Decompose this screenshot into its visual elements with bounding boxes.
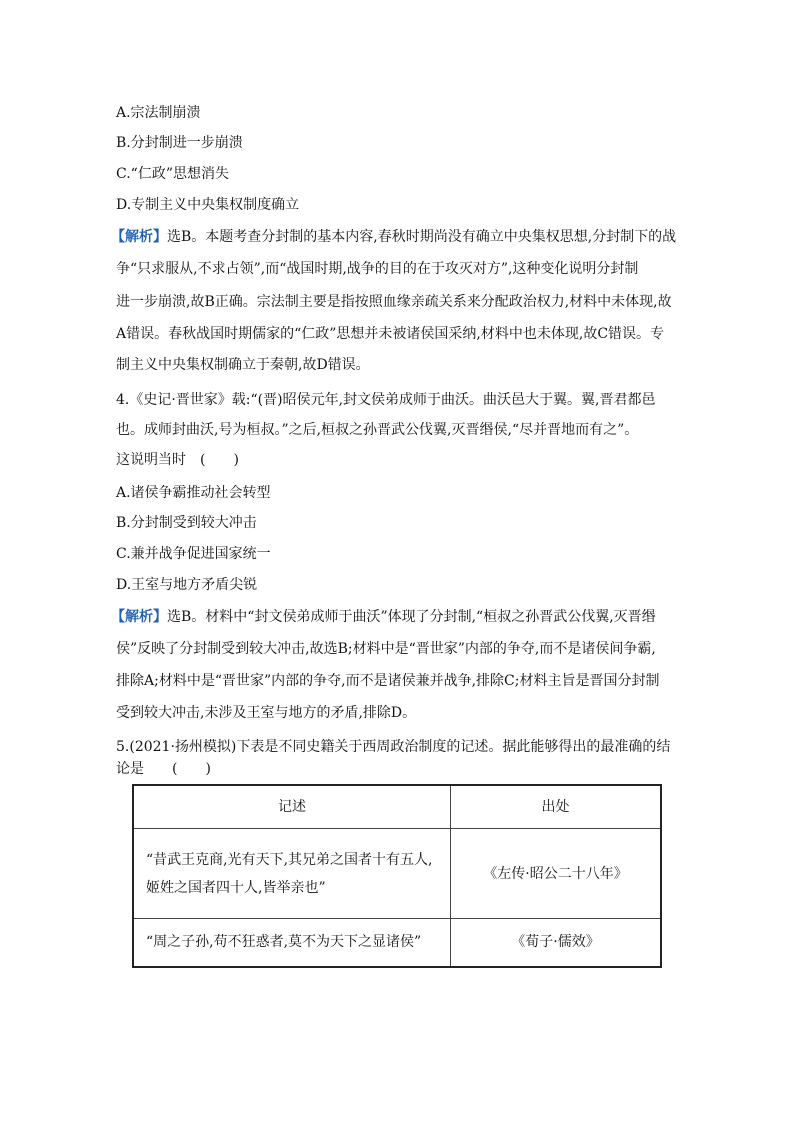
source-table — [132, 784, 662, 968]
record-cell: “周之子孙,苟不狂惑者,莫不为天下之显诸侯” — [133, 919, 451, 967]
source-cell: 《左传·昭公二十八年》 — [451, 829, 662, 919]
q4-option-a: A.诸侯争霸推动社会转型 — [116, 485, 271, 501]
record-cell: “昔武王克商,光有天下,其兄弟之国者十有五人,姬姓之国者四十人,皆举亲也” — [133, 829, 451, 919]
q4-option-b: B.分封制受到较大冲击 — [116, 515, 257, 531]
q4-analysis-line-2: 侯”反映了分封制受到较大冲击,故选B;材料中是“晋世家”内部的争夺,而不是诸侯间争霸, — [116, 641, 656, 657]
analysis-text: 选B。材料中“封文侯弟成师于曲沃”体现了分封制,“桓叔之孙晋武公伐翼,灭晋缗 — [167, 609, 656, 625]
analysis-tag: 【解析】 — [111, 609, 167, 625]
q5-stem-line-1: 5.(2021·扬州模拟)下表是不同史籍关于西周政治制度的记述。据此能够得出的最准确的结 — [116, 739, 671, 755]
q4-analysis-line-3: 排除A;材料中是“晋世家”内部的争夺,而不是诸侯兼并战争,排除C;材料主旨是晋国分封制 — [116, 673, 660, 689]
table-header-row — [133, 785, 661, 829]
q3-option-b: B.分封制进一步崩溃 — [116, 135, 243, 151]
header-record: 记述 — [133, 785, 451, 829]
source-cell: 《荀子·儒效》 — [451, 919, 662, 967]
table-row — [133, 829, 661, 919]
q3-option-c: C.“仁政”思想消失 — [116, 166, 229, 182]
q4-analysis-line-4: 受到较大冲击,未涉及王室与地方的矛盾,排除D。 — [116, 705, 417, 721]
header-source: 出处 — [451, 785, 662, 829]
q4-stem-line-3: 这说明当时 ( ) — [116, 452, 239, 468]
q3-option-a: A.宗法制崩溃 — [116, 105, 201, 121]
q4-analysis-line-1 — [111, 607, 656, 627]
q3-analysis-line-3: 进一步崩溃,故B正确。宗法制主要是指按照血缘亲疏关系来分配政治权力,材料中未体现,故 — [116, 294, 672, 310]
q3-option-d: D.专制主义中央集权制度确立 — [116, 197, 300, 213]
q4-option-d: D.王室与地方矛盾尖锐 — [116, 577, 258, 593]
analysis-tag: 【解析】 — [111, 229, 167, 245]
q5-stem-line-2: 论是 ( ) — [116, 761, 211, 777]
q4-stem-line-2: 也。成师封曲沃,号为桓叔。”之后,桓叔之孙晋武公伐翼,灭晋缗侯,“尽并晋地而有之”。 — [116, 422, 639, 438]
q4-option-c: C.兼并战争促进国家统一 — [116, 546, 271, 562]
q4-stem-line-1: 4.《史记·晋世家》载:“(晋)昭侯元年,封文侯弟成师于曲沃。曲沃邑大于翼。翼,晋君都邑 — [116, 392, 656, 408]
q3-analysis-line-4: A错误。春秋战国时期儒家的“仁政”思想并未被诸侯国采纳,材料中也未体现,故C错误。专 — [116, 326, 665, 342]
q3-analysis-line-1 — [111, 227, 676, 247]
q3-analysis-line-2: 争“只求服从,不求占领”,而“战国时期,战争的目的在于攻灭对方”,这种变化说明分封制 — [116, 261, 639, 277]
q3-analysis-line-5: 制主义中央集权制确立于秦朝,故D错误。 — [116, 357, 370, 373]
table-row — [133, 919, 661, 967]
analysis-text: 选B。本题考查分封制的基本内容,春秋时期尚没有确立中央集权思想,分封制下的战 — [167, 229, 677, 245]
